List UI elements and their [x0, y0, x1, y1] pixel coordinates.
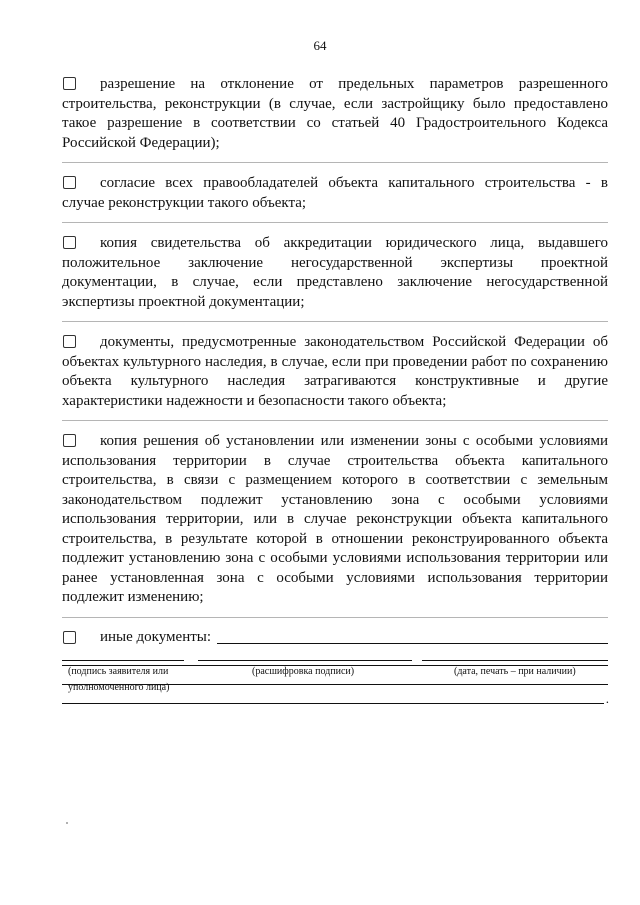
date-stamp-caption: (дата, печать – при наличии): [454, 666, 576, 677]
other-documents-input-line[interactable]: [217, 643, 608, 644]
separator: [62, 321, 608, 322]
checkbox[interactable]: [63, 77, 76, 90]
separator: [62, 617, 608, 618]
checklist-item-text: разрешение на отклонение от предельных параметров разрешенного строительства, реконструкции (в случае, если застройщику было предоставлено такое разрешение в соответствии со статьей 40 Градостроительного Кодекса Российской Федерации);: [62, 76, 608, 151]
checklist-item-text: копия свидетельства об аккредитации юридического лица, выдавшего положительное заключение негосударственной экспертизы проектной документации, в случае, если представлено заключение негосударственной экспертизы проектной документации;: [62, 235, 608, 310]
checkbox[interactable]: [63, 236, 76, 249]
separator: [62, 222, 608, 223]
date-stamp-line[interactable]: [422, 660, 608, 661]
signature-decoding-line[interactable]: [198, 660, 412, 661]
checklist-item: [62, 173, 608, 213]
checklist-item-text: документы, предусмотренные законодательством Российской Федерации об объектах культурного наследия, в случае, если при проведении работ по сохранению объекта культурного наследия затрагиваются конструктивные и другие характеристики надежности и безопасности такого объекта;: [62, 334, 608, 409]
signature-decoding-caption: (расшифровка подписи): [252, 666, 355, 677]
checklist-item: [62, 332, 608, 411]
checklist-item: [62, 74, 608, 153]
checklist-item-text: согласие всех правообладателей объекта капитального строительства - в случае реконструкции такого объекта;: [62, 175, 608, 211]
scan-speck: [66, 822, 68, 824]
applicant-signature-line[interactable]: [62, 660, 184, 661]
checklist-item-text: копия решения об установлении или изменении зоны с особыми условиями использования территории в случае строительства объекта капитального строительства, в связи с размещением которого в соответствии с земельным законодательством подлежит установлению зона с особыми условиями использования территории, или в случае реконструкции объекта капитального строительства, в результате которой в отношении реконструированного объекта подлежит установлению зона с особыми условиями использования территории или ранее установленная зона с особыми условиями использования территории подлежит изменению;: [62, 433, 608, 605]
checkbox[interactable]: [63, 335, 76, 348]
signature-block: [62, 660, 608, 700]
page-number: 64: [313, 38, 327, 53]
applicant-signature-caption: (подпись заявителя или уполномоченного лица): [68, 666, 170, 693]
other-documents-label: иные документы:: [100, 628, 212, 645]
checkbox[interactable]: [63, 631, 76, 644]
document-checklist: [62, 74, 608, 704]
checklist-item: [62, 431, 608, 608]
separator: [62, 420, 608, 421]
checkbox[interactable]: [63, 434, 76, 447]
separator: [62, 162, 608, 163]
checklist-item: [62, 233, 608, 312]
checkbox[interactable]: [63, 176, 76, 189]
